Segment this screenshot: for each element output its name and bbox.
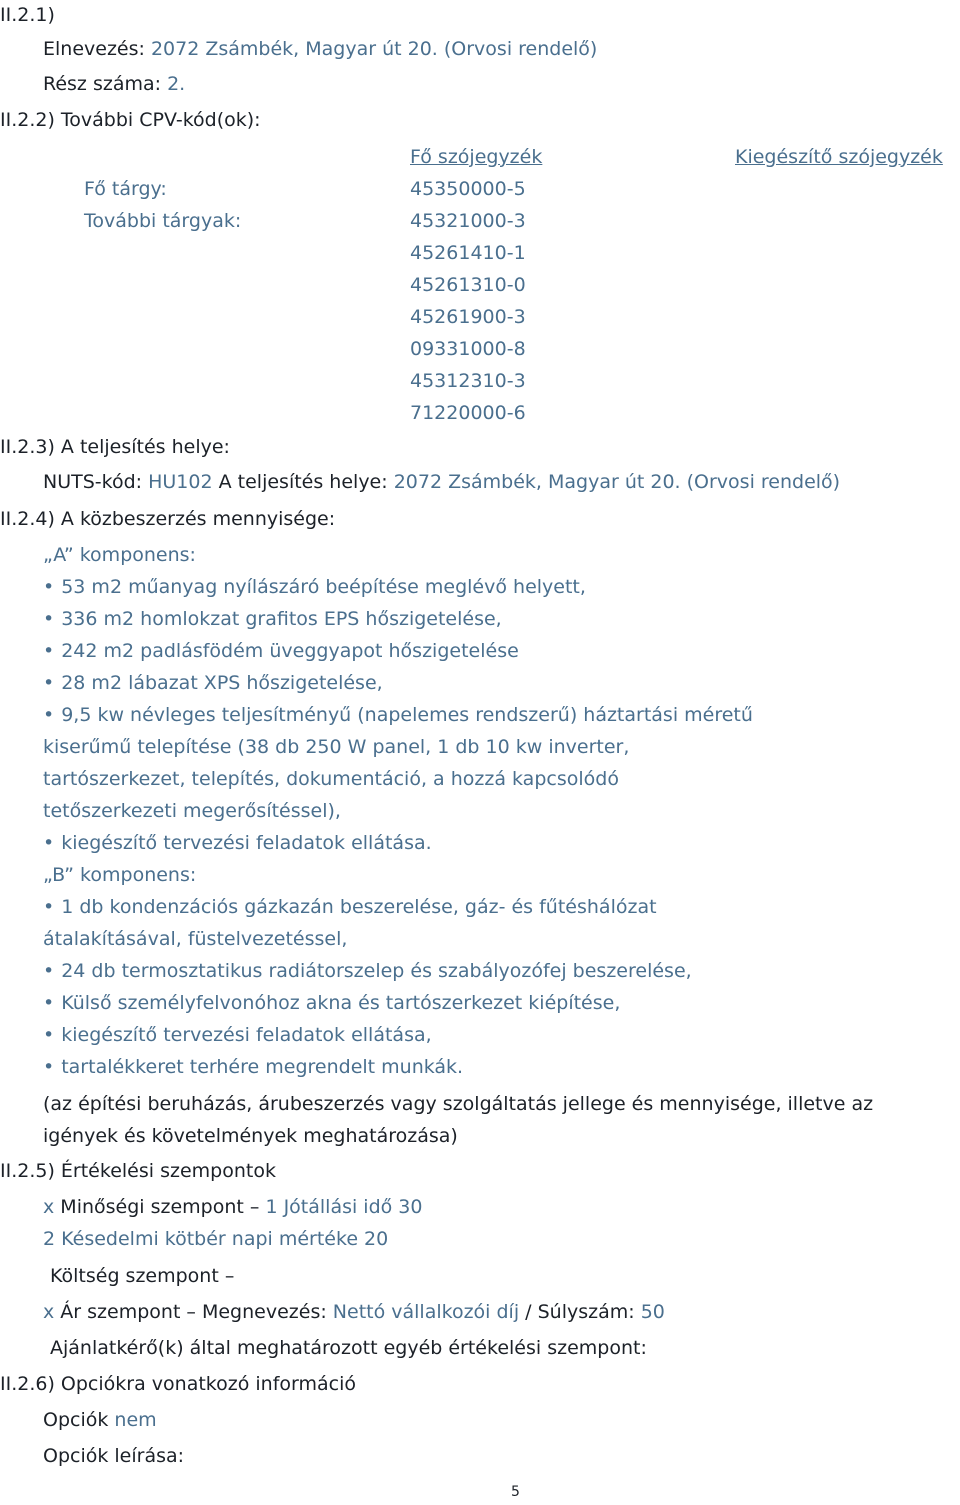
name-line (43, 36, 597, 62)
quality-criterion-2: 2 Késedelmi kötbér napi mértéke 20 (43, 1228, 389, 1250)
list-item: • 1 db kondenzációs gázkazán beszerelése, gáz- és fűtéshálózat (43, 894, 657, 920)
quality-criterion-label: Minőségi szempont – (60, 1196, 260, 1218)
quality-criterion-1: 1 Jótállási idő 30 (265, 1196, 423, 1218)
list-item: • 336 m2 homlokzat grafitos EPS hőszigetelése, (43, 606, 502, 632)
cpv-code: 45261900-3 (410, 306, 526, 328)
list-item: • 28 m2 lábazat XPS hőszigetelése, (43, 670, 383, 696)
checkbox-mark: x (43, 1196, 55, 1218)
nuts-line (43, 469, 840, 495)
list-item: • Külső személyfelvonóhoz akna és tartószerkezet kiépítése, (43, 990, 620, 1016)
name-label: Elnevezés: (43, 38, 145, 60)
cost-criterion: Költség szempont – (50, 1265, 235, 1287)
price-criterion-label: Ár szempont – Megnevezés: (60, 1301, 327, 1323)
cpv-code: 09331000-8 (410, 338, 526, 360)
section-heading: II.2.2) További CPV-kód(ok): (0, 109, 261, 131)
list-item-continuation: tartószerkezet, telepítés, dokumentáció, a hozzá kapcsolódó (43, 768, 619, 790)
list-item-continuation: átalakításával, füstelvezetéssel, (43, 928, 348, 950)
nuts-label: NUTS-kód: (43, 471, 143, 493)
place-label: A teljesítés helye: (218, 471, 388, 493)
list-item: • 242 m2 padlásfödém üveggyapot hőszigetelése (43, 638, 519, 664)
main-object-label: Fő tárgy: (84, 178, 167, 200)
col-supplementary-vocabulary: Kiegészítő szójegyzék (735, 146, 943, 168)
col-main-vocabulary: Fő szójegyzék (410, 146, 543, 168)
cpv-code: 45350000-5 (410, 178, 526, 200)
list-item-continuation: kiserűmű telepítése (38 db 250 W panel, 1 db 10 kw inverter, (43, 736, 630, 758)
cpv-code: 45312310-3 (410, 370, 526, 392)
section-heading: II.2.1) (0, 4, 55, 26)
options-description-label: Opciók leírása: (43, 1445, 185, 1467)
section-heading: II.2.5) Értékelési szempontok (0, 1160, 276, 1182)
list-item-continuation: tetőszerkezeti megerősítéssel), (43, 800, 341, 822)
part-label: Rész száma: (43, 73, 162, 95)
options-line (43, 1407, 157, 1433)
part-line (43, 71, 185, 97)
price-criterion-line (43, 1299, 665, 1325)
checkbox-mark: x (43, 1301, 55, 1323)
list-item: • kiegészítő tervezési feladatok ellátása. (43, 830, 432, 856)
additional-objects-label: További tárgyak: (84, 210, 242, 232)
price-criterion-name: Nettó vállalkozói díj (332, 1301, 520, 1323)
section-heading: II.2.4) A közbeszerzés mennyisége: (0, 508, 336, 530)
quality-criterion-line (43, 1194, 422, 1220)
weight-value: 50 (640, 1301, 665, 1323)
place-value: 2072 Zsámbék, Magyar út 20. (Orvosi rendelő) (393, 471, 841, 493)
list-item: • 24 db termosztatikus radiátorszelep és szabályozófej beszerelése, (43, 958, 692, 984)
other-criterion: Ajánlatkérő(k) által meghatározott egyéb értékelési szempont: (50, 1337, 647, 1359)
list-item: • 9,5 kw névleges teljesítményű (napelemes rendszerű) háztartási méretű (43, 702, 753, 728)
page-number: 5 (511, 1484, 520, 1500)
weight-label: / Súlyszám: (525, 1301, 635, 1323)
part-value: 2. (167, 73, 186, 95)
cpv-code: 45261310-0 (410, 274, 526, 296)
cpv-code: 71220000-6 (410, 402, 526, 424)
note-line: igények és követelmények meghatározása) (43, 1125, 458, 1147)
cpv-code: 45321000-3 (410, 210, 526, 232)
section-heading: II.2.6) Opciókra vonatkozó információ (0, 1373, 356, 1395)
note-line: (az építési beruházás, árubeszerzés vagy szolgáltatás jellege és mennyisége, illetve az (43, 1093, 874, 1115)
name-value: 2072 Zsámbék, Magyar út 20. (Orvosi rendelő) (150, 38, 598, 60)
cpv-code: 45261410-1 (410, 242, 526, 264)
options-value: nem (114, 1409, 157, 1431)
component-a-title: „A” komponens: (43, 544, 196, 566)
list-item: • kiegészítő tervezési feladatok ellátása, (43, 1022, 432, 1048)
options-label: Opciók (43, 1409, 109, 1431)
list-item: • 53 m2 műanyag nyílászáró beépítése meglévő helyett, (43, 574, 586, 600)
section-heading: II.2.3) A teljesítés helye: (0, 436, 230, 458)
component-b-title: „B” komponens: (43, 864, 197, 886)
list-item: • tartalékkeret terhére megrendelt munkák. (43, 1054, 463, 1080)
nuts-value: HU102 (148, 471, 213, 493)
